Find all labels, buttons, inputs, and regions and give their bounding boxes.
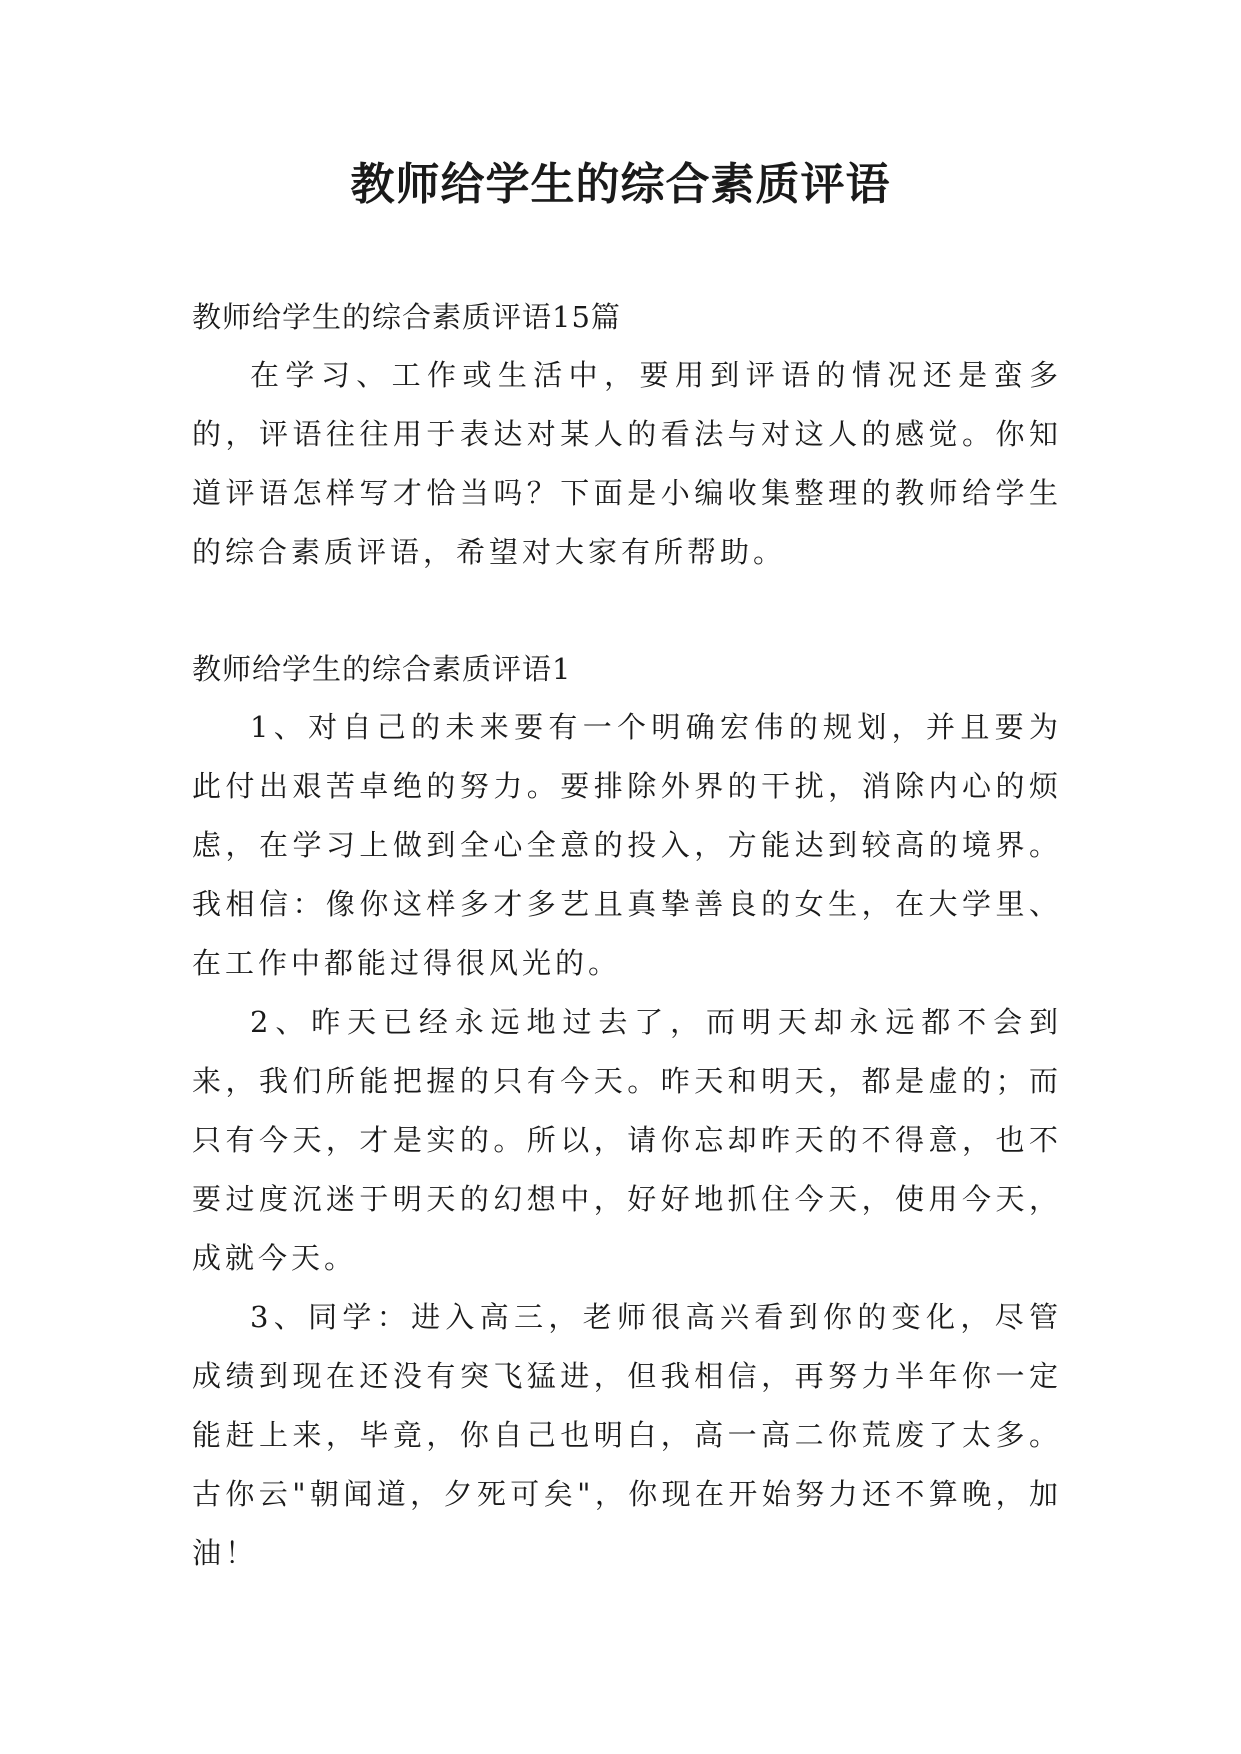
comment-paragraph-2: 2、昨天已经永远地过去了，而明天却永远都不会到来，我们所能把握的只有今天。昨天和明天，都是虚的；而只有今天，才是实的。所以，请你忘却昨天的不得意，也不要过度沉迷于明天的幻想中，好好地抓住今天，使用今天，成就今天。	[192, 1005, 1062, 1275]
intro-paragraph: 在学习、工作或生活中，要用到评语的情况还是蛮多的，评语往往用于表达对某人的看法与对这人的感觉。你知道评语怎样写才恰当吗？下面是小编收集整理的教师给学生的综合素质评语，希望对大家有所帮助。	[192, 358, 1062, 569]
section-heading: 教师给学生的综合素质评语1	[192, 652, 572, 686]
intro-heading: 教师给学生的综合素质评语15篇	[192, 300, 621, 334]
comment-paragraph-3: 3、同学：进入高三，老师很高兴看到你的变化，尽管成绩到现在还没有突飞猛进，但我相信，再努力半年你一定能赶上来，毕竟，你自己也明白，高一高二你荒废了太多。古你云"朝闻道，夕死可矣"，你现在开始努力还不算晚，加油！	[192, 1300, 1062, 1570]
document-body	[192, 288, 1062, 1583]
section-spacer	[192, 582, 1062, 640]
page-title: 教师给学生的综合素质评语	[350, 159, 891, 210]
comment-paragraph-1: 1、对自己的未来要有一个明确宏伟的规划，并且要为此付出艰苦卓绝的努力。要排除外界的干扰，消除内心的烦虑，在学习上做到全心全意的投入，方能达到较高的境界。我相信：像你这样多才多艺且真挚善良的女生，在大学里、在工作中都能过得很风光的。	[192, 710, 1062, 980]
